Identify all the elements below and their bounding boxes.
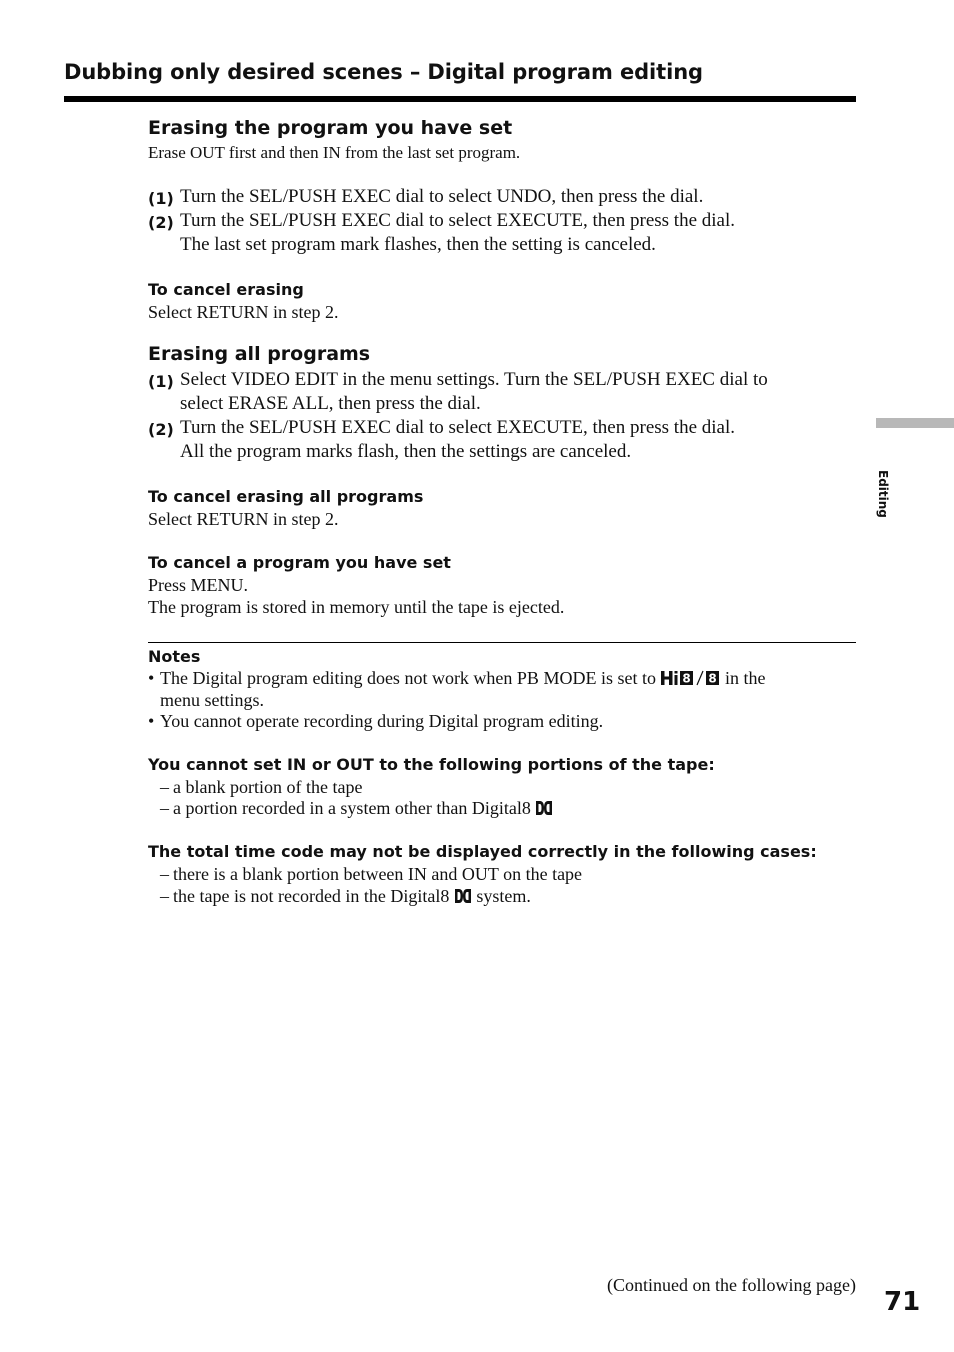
cancel-program-line-1: Press MENU. bbox=[148, 575, 249, 595]
time-code-item-2-text-b: system. bbox=[476, 886, 531, 906]
step-number: (1) bbox=[148, 189, 174, 208]
notes-divider bbox=[148, 642, 856, 643]
step-text: Turn the SEL/PUSH EXEC dial to select UNDO, then press the dial. bbox=[180, 186, 704, 207]
note-1-text bbox=[160, 667, 765, 689]
side-tab-label: Editing bbox=[876, 470, 890, 518]
page-number: 71 bbox=[884, 1287, 921, 1317]
cancel-erasing-all-heading: To cancel erasing all programs bbox=[148, 487, 424, 506]
note-2-text: You cannot operate recording during Digital program editing. bbox=[160, 711, 604, 731]
page-title: Dubbing only desired scenes – Digital program editing bbox=[64, 60, 703, 84]
hi8-logo-icon bbox=[660, 670, 720, 686]
dash: – bbox=[160, 798, 169, 818]
svg-text:8: 8 bbox=[708, 671, 718, 686]
step-text-continued: All the program marks flash, then the settings are canceled. bbox=[180, 441, 632, 462]
note-1-text-c: menu settings. bbox=[160, 690, 264, 710]
time-code-item-text bbox=[173, 885, 531, 907]
erase-program-step-2 bbox=[148, 209, 856, 257]
note-1-text-b: in the bbox=[724, 668, 766, 688]
time-code-item-text: there is a blank portion between IN and OUT on the tape bbox=[173, 864, 583, 884]
cannot-set-item-text bbox=[173, 797, 553, 819]
step-text: Turn the SEL/PUSH EXEC dial to select EXECUTE, then press the dial. bbox=[180, 417, 735, 438]
notes-heading: Notes bbox=[148, 647, 201, 666]
cancel-erasing-text: Select RETURN in step 2. bbox=[148, 302, 339, 322]
time-code-heading: The total time code may not be displayed correctly in the following cases: bbox=[148, 842, 817, 861]
dash: – bbox=[160, 777, 169, 797]
svg-text:8: 8 bbox=[682, 671, 692, 686]
cancel-program-line-2: The program is stored in memory until the tape is ejected. bbox=[148, 597, 565, 617]
cannot-set-item-2-text: a portion recorded in a system other than Digital8 bbox=[173, 798, 531, 818]
note-1-text-a: The Digital program editing does not work when PB MODE is set to bbox=[160, 668, 656, 688]
erase-all-step-1 bbox=[148, 368, 856, 416]
note-item-1 bbox=[148, 667, 856, 711]
bullet: • bbox=[148, 711, 155, 731]
cannot-set-heading: You cannot set IN or OUT to the following portions of the tape: bbox=[148, 755, 715, 774]
cancel-erasing-all-text: Select RETURN in step 2. bbox=[148, 509, 339, 529]
cancel-program-heading: To cancel a program you have set bbox=[148, 553, 451, 572]
step-text-continued: select ERASE ALL, then press the dial. bbox=[180, 393, 481, 414]
dash: – bbox=[160, 864, 169, 884]
erase-all-step-2 bbox=[148, 416, 856, 464]
section-heading-erase-program: Erasing the program you have set bbox=[148, 117, 513, 139]
section-heading-erase-all: Erasing all programs bbox=[148, 343, 371, 365]
continued-note: (Continued on the following page) bbox=[607, 1275, 856, 1295]
digital8-logo-icon bbox=[454, 888, 472, 904]
time-code-item-2-text-a: the tape is not recorded in the Digital8 bbox=[173, 886, 450, 906]
title-rule bbox=[64, 96, 856, 102]
step-text: Select VIDEO EDIT in the menu settings. Turn the SEL/PUSH EXEC dial to bbox=[180, 369, 768, 390]
step-number: (2) bbox=[148, 213, 174, 232]
step-text-continued: The last set program mark flashes, then the setting is canceled. bbox=[180, 234, 656, 255]
cancel-erasing-heading: To cancel erasing bbox=[148, 280, 304, 299]
bullet: • bbox=[148, 668, 155, 688]
dash: – bbox=[160, 886, 169, 906]
cannot-set-item-text: a blank portion of the tape bbox=[173, 777, 363, 797]
step-number: (1) bbox=[148, 372, 174, 391]
step-number: (2) bbox=[148, 420, 174, 439]
section-tab-marker bbox=[876, 418, 954, 428]
step-text: Turn the SEL/PUSH EXEC dial to select EXECUTE, then press the dial. bbox=[180, 210, 735, 231]
digital8-logo-icon bbox=[535, 800, 553, 816]
erase-program-step-1 bbox=[148, 185, 856, 209]
erase-program-intro: Erase OUT first and then IN from the last set program. bbox=[148, 143, 521, 162]
